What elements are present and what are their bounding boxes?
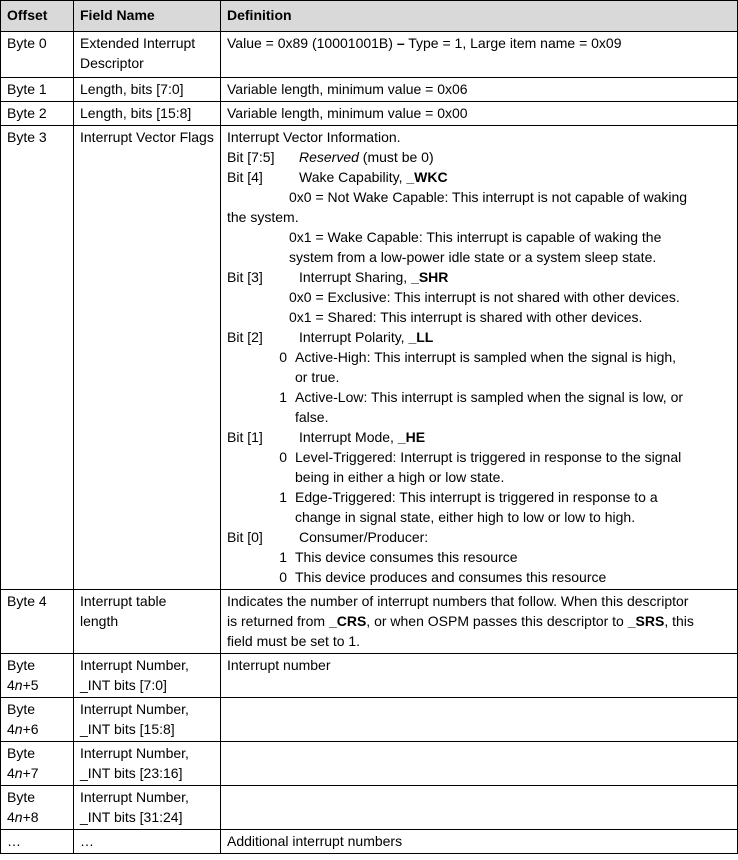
table-row	[1, 32, 738, 78]
field-name-cell: Length, bits [7:0]	[74, 78, 221, 102]
bit-3: Bit [3] Interrupt Sharing, _SHR	[227, 269, 449, 285]
definition-cell: Value = 0x89 (10001001B) – Type = 1, Large item name = 0x09	[221, 32, 738, 78]
bit-7-5: Bit [7:5] Reserved (must be 0)	[227, 149, 434, 165]
shr-option-0: 0x0 = Exclusive: This interrupt is not shared with other devices.	[289, 289, 680, 305]
offset-cell: Byte 4	[1, 590, 74, 654]
definition-cell	[221, 786, 738, 830]
header-offset: Offset	[1, 1, 74, 32]
offset-cell: Byte 3	[1, 126, 74, 590]
table-row	[1, 742, 738, 786]
field-name-cell: Extended Interrupt Descriptor	[74, 32, 221, 78]
definition-cell	[221, 698, 738, 742]
he-option-0: 0 Level-Triggered: Interrupt is triggered in response to the signal being in either a high or low state.	[279, 449, 682, 485]
ll-option-1: 1 Active-Low: This interrupt is sampled when the signal is low, or false.	[279, 389, 684, 425]
cp-option-1: 1 This device consumes this resource	[279, 549, 518, 565]
bit-4: Bit [4] Wake Capability, _WKC	[227, 169, 448, 185]
wkc-option-1-cont: system from a low-power idle state or a system sleep state.	[289, 249, 657, 265]
field-name-cell: Interrupt Number, _INT bits [7:0]	[74, 654, 221, 698]
table-row	[1, 78, 738, 102]
offset-cell: …	[1, 830, 74, 854]
definition-cell: Variable length, minimum value = 0x00	[221, 102, 738, 126]
definition-cell	[221, 126, 738, 590]
offset-cell: Byte 4n+5	[1, 654, 74, 698]
table-row	[1, 126, 738, 590]
table-row	[1, 830, 738, 854]
field-name-cell: Interrupt Number, _INT bits [23:16]	[74, 742, 221, 786]
definition-cell: Interrupt number	[221, 654, 738, 698]
header-field-name: Field Name	[74, 1, 221, 32]
field-name-cell: …	[74, 830, 221, 854]
flags-intro: Interrupt Vector Information.	[227, 129, 401, 145]
field-name-cell: Interrupt table length	[74, 590, 221, 654]
wkc-option-0: 0x0 = Not Wake Capable: This interrupt is not capable of waking	[289, 189, 688, 205]
table-row	[1, 698, 738, 742]
shr-option-1: 0x1 = Shared: This interrupt is shared with other devices.	[289, 309, 643, 325]
offset-cell: Byte 4n+7	[1, 742, 74, 786]
ll-option-0: 0 Active-High: This interrupt is sampled when the signal is high, or true.	[279, 349, 677, 385]
cp-option-0: 0 This device produces and consumes this resource	[279, 569, 607, 585]
header-row	[1, 1, 738, 32]
bit-1: Bit [1] Interrupt Mode, _HE	[227, 429, 426, 445]
definition-cell: Indicates the number of interrupt numbers that follow. When this descriptor is returned from _CRS, or when OSPM passes this descriptor to _SRS, this field must be set to 1.	[221, 590, 738, 654]
field-name-cell: Length, bits [15:8]	[74, 102, 221, 126]
table-row	[1, 102, 738, 126]
table-row	[1, 786, 738, 830]
offset-cell: Byte 4n+8	[1, 786, 74, 830]
definition-cell	[221, 742, 738, 786]
field-name-cell: Interrupt Vector Flags	[74, 126, 221, 590]
wkc-option-1: 0x1 = Wake Capable: This interrupt is capable of waking the	[289, 229, 662, 245]
table-row	[1, 654, 738, 698]
field-name-cell: Interrupt Number, _INT bits [15:8]	[74, 698, 221, 742]
offset-cell: Byte 2	[1, 102, 74, 126]
offset-cell: Byte 1	[1, 78, 74, 102]
definition-cell: Variable length, minimum value = 0x06	[221, 78, 738, 102]
header-definition: Definition	[221, 1, 738, 32]
table-row	[1, 590, 738, 654]
bit-0: Bit [0] Consumer/Producer:	[227, 529, 429, 545]
definition-cell: Additional interrupt numbers	[221, 830, 738, 854]
offset-cell: Byte 0	[1, 32, 74, 78]
offset-cell: Byte 4n+6	[1, 698, 74, 742]
bit-2: Bit [2] Interrupt Polarity, _LL	[227, 329, 434, 345]
field-name-cell: Interrupt Number, _INT bits [31:24]	[74, 786, 221, 830]
wkc-option-0-cont: the system.	[227, 209, 299, 225]
he-option-1: 1 Edge-Triggered: This interrupt is triggered in response to a change in signal state, either high to low or low to high.	[279, 489, 658, 525]
